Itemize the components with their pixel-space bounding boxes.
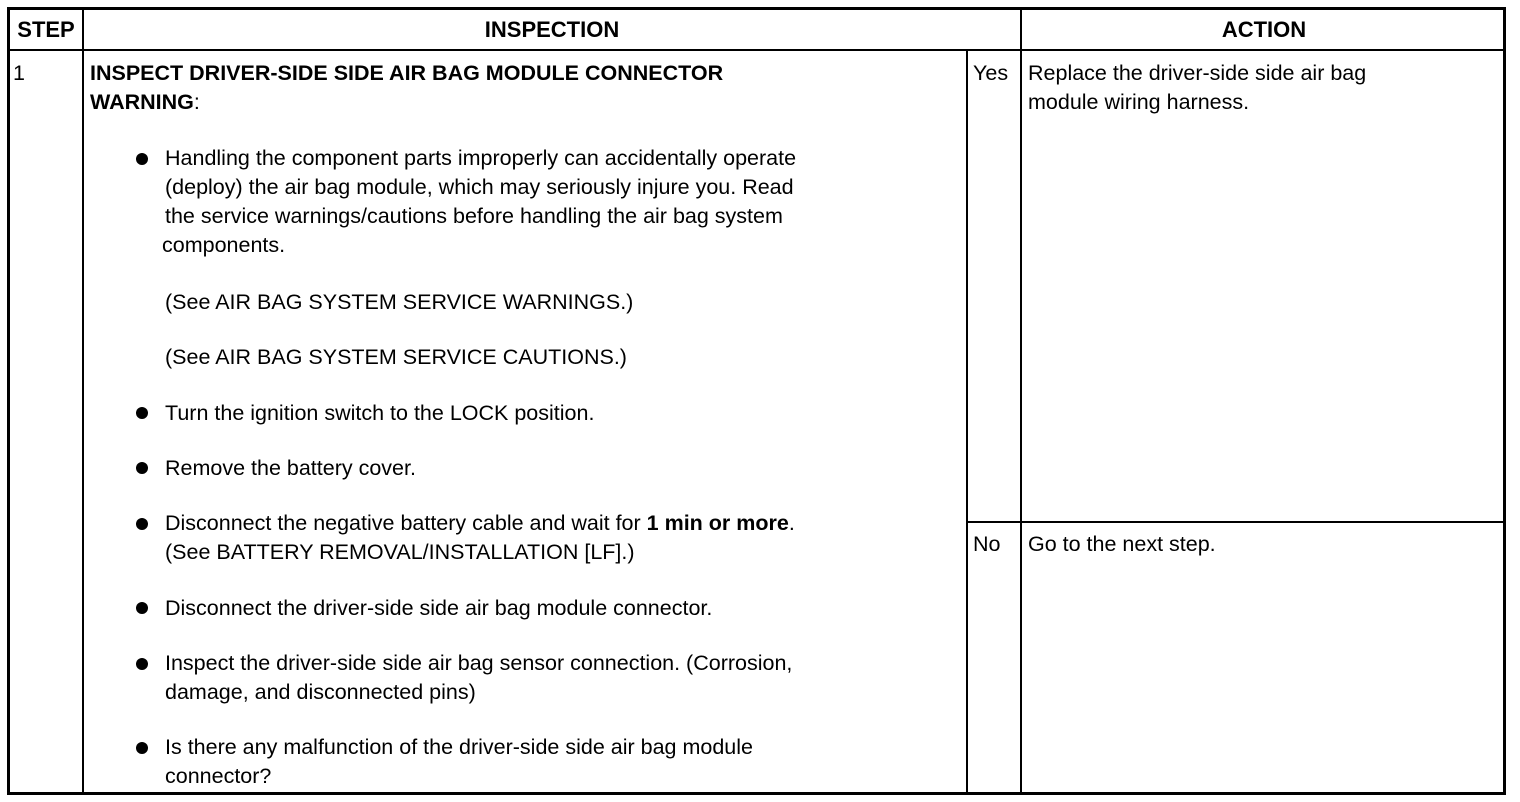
bullet-3: Remove the battery cover. [165, 456, 416, 480]
bullet-1-line-2: (deploy) the air bag module, which may seriously injure you. Read [165, 175, 794, 199]
divider-action [1020, 10, 1022, 792]
step-number: 1 [13, 61, 25, 85]
bullet-4-period: . [788, 511, 795, 535]
bullet-icon [136, 658, 148, 670]
answer-no-label: No [973, 532, 1001, 556]
divider-answer [966, 50, 968, 792]
warning-colon: : [193, 90, 200, 114]
bullet-6-line-1: Inspect the driver-side side air bag sensor connection. (Corrosion, [165, 651, 793, 675]
bullet-4-line-2: (See BATTERY REMOVAL/INSTALLATION [LF].) [165, 540, 635, 564]
bullet-icon [136, 462, 148, 474]
bullet-7-line-1: Is there any malfunction of the driver-side side air bag module [165, 735, 753, 759]
warning-heading [90, 88, 200, 117]
answer-yes-action-line-2: module wiring harness. [1028, 90, 1250, 114]
bullet-4-line-1 [165, 509, 795, 538]
bullet-1-line-3: the service warnings/cautions before handling the air bag system [165, 204, 783, 228]
divider-step [82, 10, 84, 792]
bullet-2: Turn the ignition switch to the LOCK position. [165, 401, 595, 425]
bullet-icon [136, 742, 148, 754]
divider-yes-no [966, 521, 1503, 523]
bullet-icon [136, 518, 148, 530]
answer-yes-label: Yes [973, 61, 1009, 85]
answer-yes-action-line-1: Replace the driver-side side air bag [1028, 61, 1367, 85]
warning-label: WARNING [90, 90, 194, 114]
bullet-icon [136, 153, 148, 165]
bullet-1-line-4: components. [162, 233, 286, 257]
bullet-4-emphasis: 1 min or more [646, 511, 789, 535]
header-inspection: INSPECTION [484, 17, 620, 42]
bullet-icon [136, 407, 148, 419]
header-step: STEP [17, 17, 75, 42]
step-title: INSPECT DRIVER-SIDE SIDE AIR BAG MODULE CONNECTOR [90, 61, 724, 85]
bullet-7-line-2: connector? [165, 764, 272, 788]
header-action: ACTION [1221, 17, 1307, 42]
reference-warnings: (See AIR BAG SYSTEM SERVICE WARNINGS.) [165, 290, 634, 314]
bullet-4-text: Disconnect the negative battery cable and wait for [165, 511, 647, 535]
bullet-6-line-2: damage, and disconnected pins) [165, 680, 476, 704]
reference-cautions: (See AIR BAG SYSTEM SERVICE CAUTIONS.) [165, 345, 627, 369]
answer-no-action: Go to the next step. [1028, 532, 1216, 556]
bullet-1-line-1: Handling the component parts improperly can accidentally operate [165, 146, 797, 170]
diagnostic-table [7, 7, 1506, 795]
bullet-icon [136, 602, 148, 614]
bullet-5: Disconnect the driver-side side air bag module connector. [165, 596, 713, 620]
